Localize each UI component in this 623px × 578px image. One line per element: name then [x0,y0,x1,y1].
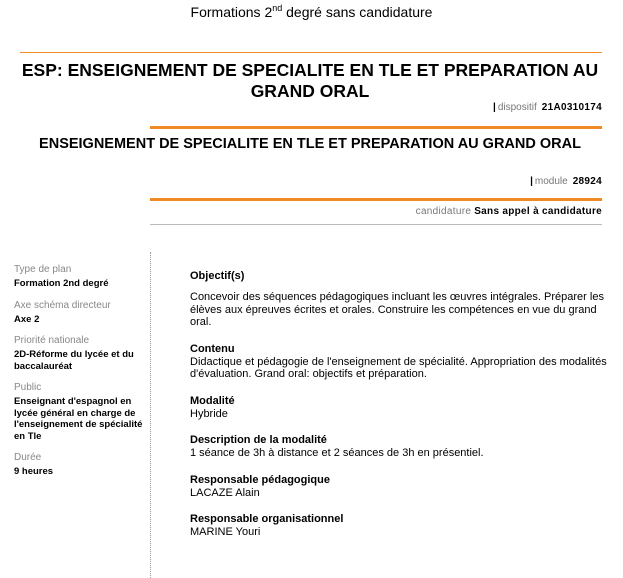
section-title: Modalité [190,394,235,407]
field-label: Axe schéma directeur [14,299,111,311]
sidebar-field-public [14,382,144,442]
page-header [0,3,623,20]
sidebar-field-priorite [14,335,144,372]
section-objectif [190,270,610,329]
module-code: 28924 [572,176,602,187]
header-title-main: Formations 2 [190,4,273,20]
column-divider [150,252,151,578]
dispositif-title: ESP: ENSEIGNEMENT DE SPECIALITE EN TLE ET PREPARATION AU GRAND ORAL [21,60,599,101]
section-title: Responsable organisationnel [190,513,344,525]
section-modalite [190,395,610,421]
meta-separator: | [530,176,533,187]
sidebar-field-type-plan [14,264,144,290]
field-value: 2D-Réforme du lycée et du baccalauréat [14,349,134,372]
section-title: Responsable pédagogique [190,473,330,486]
section-text: Concevoir des séquences pédagogiques incluant les œuvres intégrales. Préparer les élèves aux épreuves écrites et orales. Construire les compétences en vue du grand oral. [190,291,604,328]
divider-candidature [150,224,602,225]
dispositif-meta [493,102,602,113]
candidature-info [416,206,602,217]
sidebar-field-axe [14,300,144,326]
field-value: 9 heures [14,466,54,477]
field-label: Type de plan [14,264,72,275]
field-value: Axe 2 [14,313,40,325]
section-contenu [190,343,610,381]
divider-top [20,52,602,53]
field-label: Durée [14,452,42,463]
section-description [190,434,610,460]
field-value: Formation 2nd degré [14,278,109,289]
dispositif-label: dispositif [497,102,537,113]
header-title-sup: nd [272,3,283,13]
field-label: Public [14,382,42,393]
field-label: Priorité nationale [14,335,90,346]
module-title: ENSEIGNEMENT DE SPECIALITE EN TLE ET PREPARATION AU GRAND ORAL [39,136,581,152]
section-resp-organisationnel [190,513,610,539]
section-title: Contenu [190,342,235,355]
section-text: Didactique et pédagogie de l'enseignement de spécialité. Appropriation des modalités d'évaluation. Grand oral: objectifs et préparation. [190,355,607,380]
section-resp-pedagogique [190,474,610,500]
divider-dispositif [150,126,602,129]
header-title-rest: degré sans candidature [282,4,433,20]
section-text: MARINE Youri [190,526,261,538]
divider-module [150,198,602,201]
info-sidebar [14,264,144,488]
section-title: Objectif(s) [190,270,245,282]
sidebar-field-duree [14,452,144,478]
section-text: 1 séance de 3h à distance et 2 séances de 3h en présentiel. [190,447,484,459]
module-label: module [534,176,568,187]
field-value: Enseignant d'espagnol en lycée général en charge de l'enseignement de spécialité en Tle [14,396,143,442]
meta-separator: | [493,102,496,113]
section-text: Hybride [190,407,228,420]
section-text: LACAZE Alain [190,486,260,499]
candidature-value: Sans appel à candidature [474,206,602,217]
candidature-label: candidature [415,206,472,217]
section-title: Description de la modalité [190,434,327,446]
main-content [190,270,610,553]
module-meta [530,176,602,187]
dispositif-code: 21A0310174 [541,102,602,113]
